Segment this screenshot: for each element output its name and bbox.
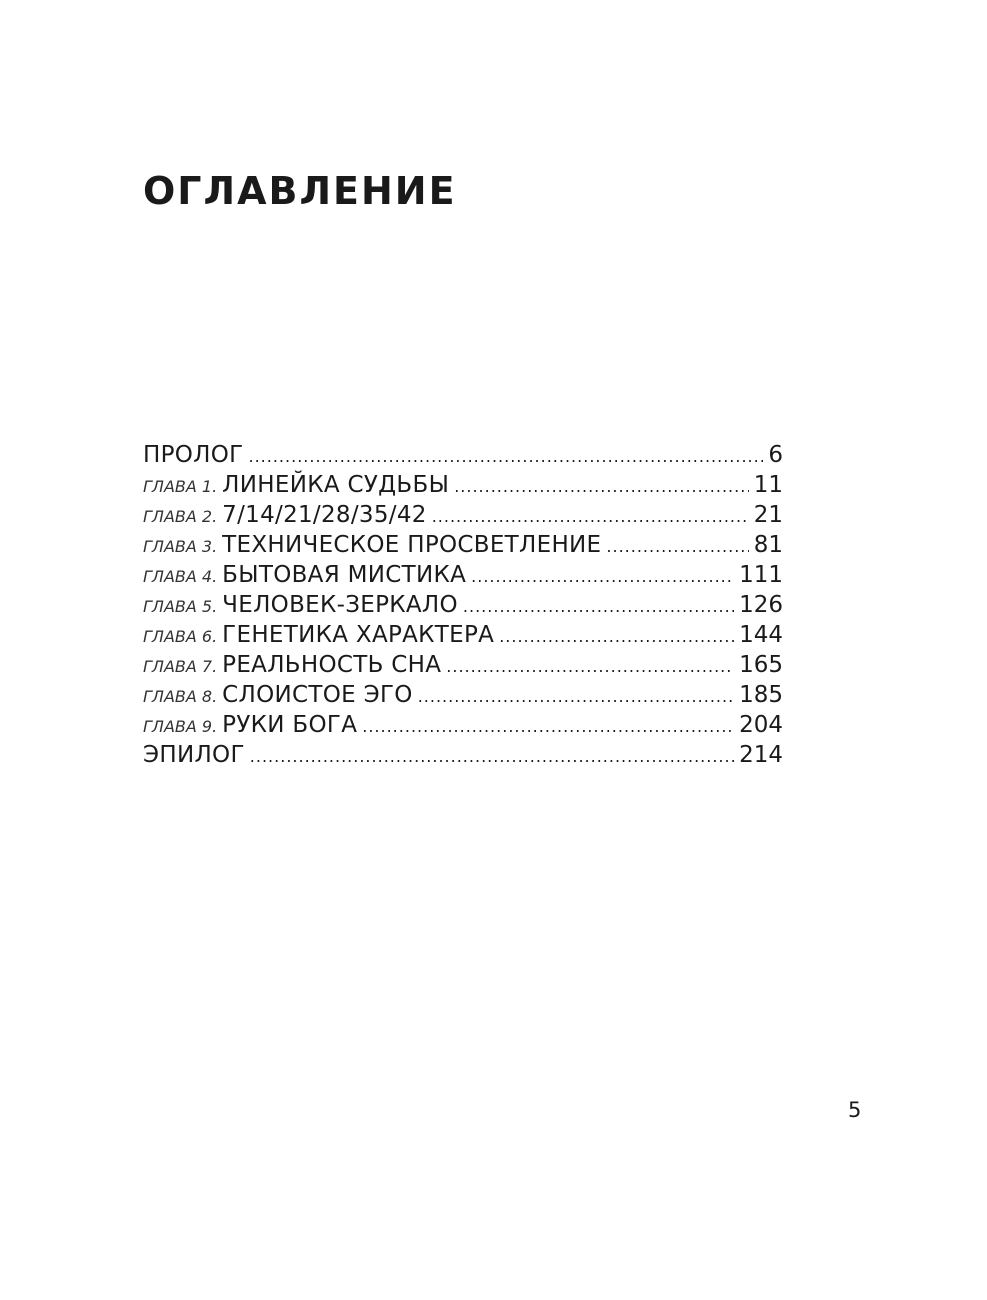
toc-page-number: 126	[739, 592, 783, 618]
toc-entry-title: ЧЕЛОВЕК-ЗЕРКАЛО	[222, 592, 458, 618]
toc-page-number: 214	[739, 742, 783, 768]
dot-leader	[454, 472, 749, 500]
chapter-label: ГЛАВА 8.	[143, 687, 218, 706]
toc-entry-chapter-9[interactable]	[143, 710, 783, 740]
table-of-contents	[143, 440, 783, 770]
toc-entry-title: БЫТОВАЯ МИСТИКА	[222, 562, 467, 588]
dot-leader	[606, 532, 748, 560]
toc-page-number: 185	[739, 682, 783, 708]
toc-page-number: 11	[753, 472, 783, 498]
toc-entry-chapter-6[interactable]	[143, 620, 783, 650]
chapter-label: ГЛАВА 9.	[143, 717, 218, 736]
toc-entry-title: ПРОЛОГ	[143, 442, 244, 468]
dot-leader	[418, 682, 734, 710]
toc-entry-prologue[interactable]	[143, 440, 783, 470]
toc-entry-chapter-2[interactable]	[143, 500, 783, 530]
toc-entry-title: ЭПИЛОГ	[143, 742, 245, 768]
toc-entry-chapter-4[interactable]	[143, 560, 783, 590]
toc-entry-chapter-3[interactable]	[143, 530, 783, 560]
chapter-label: ГЛАВА 1.	[143, 477, 218, 496]
page-number: 5	[848, 1098, 862, 1122]
chapter-label: ГЛАВА 2.	[143, 507, 218, 526]
dot-leader	[249, 442, 764, 470]
dot-leader	[362, 712, 734, 740]
page-title: ОГЛАВЛЕНИЕ	[143, 169, 457, 213]
chapter-label: ГЛАВА 3.	[143, 537, 218, 556]
toc-entry-title: РЕАЛЬНОСТЬ СНА	[222, 652, 442, 678]
toc-entry-chapter-7[interactable]	[143, 650, 783, 680]
toc-page-number: 144	[739, 622, 783, 648]
toc-page-number: 204	[739, 712, 783, 738]
dot-leader	[446, 652, 734, 680]
toc-entry-chapter-8[interactable]	[143, 680, 783, 710]
toc-page-number: 111	[739, 562, 783, 588]
toc-entry-epilogue[interactable]	[143, 740, 783, 770]
toc-entry-chapter-5[interactable]	[143, 590, 783, 620]
toc-entry-title: ТЕХНИЧЕСКОЕ ПРОСВЕТЛЕНИЕ	[222, 532, 602, 558]
toc-page-number: 165	[739, 652, 783, 678]
toc-entry-title: РУКИ БОГА	[222, 712, 358, 738]
dot-leader	[432, 502, 749, 530]
chapter-label: ГЛАВА 6.	[143, 627, 218, 646]
toc-page-number: 81	[753, 532, 783, 558]
toc-entry-title: ЛИНЕЙКА СУДЬБЫ	[222, 472, 450, 498]
toc-entry-title: СЛОИСТОЕ ЭГО	[222, 682, 413, 708]
toc-entry-chapter-1[interactable]	[143, 470, 783, 500]
dot-leader	[471, 562, 734, 590]
toc-entry-title: ГЕНЕТИКА ХАРАКТЕРА	[222, 622, 495, 648]
dot-leader	[250, 742, 734, 770]
toc-entry-title: 7/14/21/28/35/42	[222, 502, 427, 528]
dot-leader	[463, 592, 734, 620]
toc-page-number: 21	[753, 502, 783, 528]
chapter-label: ГЛАВА 5.	[143, 597, 218, 616]
toc-page-number: 6	[768, 442, 783, 468]
chapter-label: ГЛАВА 4.	[143, 567, 218, 586]
dot-leader	[499, 622, 734, 650]
chapter-label: ГЛАВА 7.	[143, 657, 218, 676]
